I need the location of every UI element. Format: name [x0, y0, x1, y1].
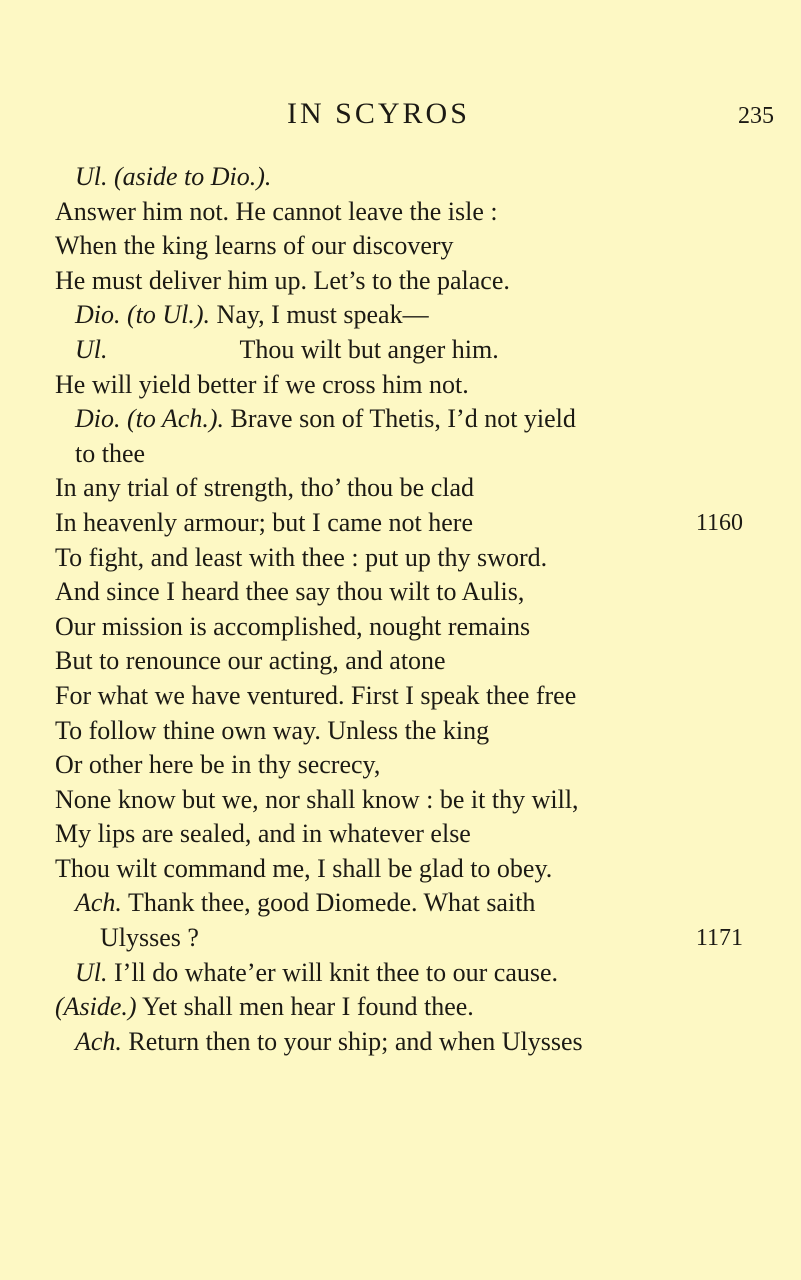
verse-line: [0, 298, 801, 333]
speaker-name: Ul.: [75, 334, 108, 364]
verse-line: [0, 921, 801, 956]
verse-line: [0, 886, 801, 921]
verse-line: He will yield better if we cross him not.: [55, 369, 469, 399]
verse-line: Our mission is accomplished, nought remains: [55, 611, 531, 641]
verse-text-span: Thank thee, good Diomede. What saith: [127, 888, 536, 918]
line-number: 1171: [695, 925, 743, 952]
verse-line: [0, 160, 801, 195]
verse-line: [0, 956, 801, 991]
verse-line: To fight, and least with thee : put up thy sword.: [55, 542, 548, 572]
speaker-name: Dio.: [75, 300, 121, 330]
speaker-name: Ul.: [75, 957, 108, 987]
verse-line: My lips are sealed, and in whatever else: [55, 819, 471, 849]
speaker-name: Ach.: [75, 888, 122, 918]
stage-direction: (to Ul.).: [127, 300, 211, 330]
speaker-name: Ach.: [75, 1026, 122, 1056]
verse-line: When the king learns of our discovery: [55, 231, 454, 261]
verse-line: But to renounce our acting, and atone: [55, 646, 446, 676]
verse-text-span: I’ll do whate’er will knit thee to our cause.: [114, 957, 559, 987]
verse-text-span: Brave son of Thetis, I’d not yield: [230, 404, 576, 434]
stage-direction: (aside to Dio.).: [114, 162, 272, 191]
verse-line: Or other here be in thy secrecy,: [55, 750, 381, 780]
verse-text-span: Ulysses ?: [100, 923, 199, 953]
verse-line: In any trial of strength, tho’ thou be clad: [55, 473, 475, 503]
verse-line: For what we have ventured. First I speak thee free: [55, 680, 577, 710]
verse-line: Thou wilt command me, I shall be glad to obey.: [55, 853, 553, 883]
page-header: [0, 94, 801, 134]
verse-line: None know but we, nor shall know : be it thy will,: [55, 784, 579, 814]
verse-text: [0, 160, 801, 1059]
verse-text-span: Return then to your ship; and when Ulysses: [128, 1026, 583, 1056]
stage-direction: (to Ach.).: [127, 404, 224, 434]
verse-line: to thee: [75, 438, 146, 468]
verse-line: Answer him not. He cannot leave the isle :: [55, 196, 498, 226]
verse-line: [0, 402, 801, 437]
verse-line: And since I heard thee say thou wilt to Aulis,: [55, 577, 525, 607]
speaker-name: Dio.: [75, 404, 121, 434]
speaker-name: Ul.: [75, 162, 108, 191]
verse-text-span: Yet shall men hear I found thee.: [142, 992, 474, 1022]
verse-line: [0, 990, 801, 1025]
verse-text-span: Nay, I must speak—: [216, 300, 429, 330]
verse-line: He must deliver him up. Let’s to the palace.: [55, 265, 510, 295]
running-head: IN SCYROS: [287, 97, 470, 130]
verse-line: [0, 333, 801, 368]
verse-line: [0, 506, 801, 541]
stage-direction: (Aside.): [55, 992, 137, 1022]
verse-line: To follow thine own way. Unless the king: [55, 715, 490, 745]
verse-line: [0, 1025, 801, 1060]
page-number: 235: [738, 103, 774, 129]
line-number: 1160: [695, 509, 743, 536]
verse-text-span: Thou wilt but anger him.: [239, 334, 499, 364]
verse-text-span: In heavenly armour; but I came not here: [55, 507, 473, 537]
